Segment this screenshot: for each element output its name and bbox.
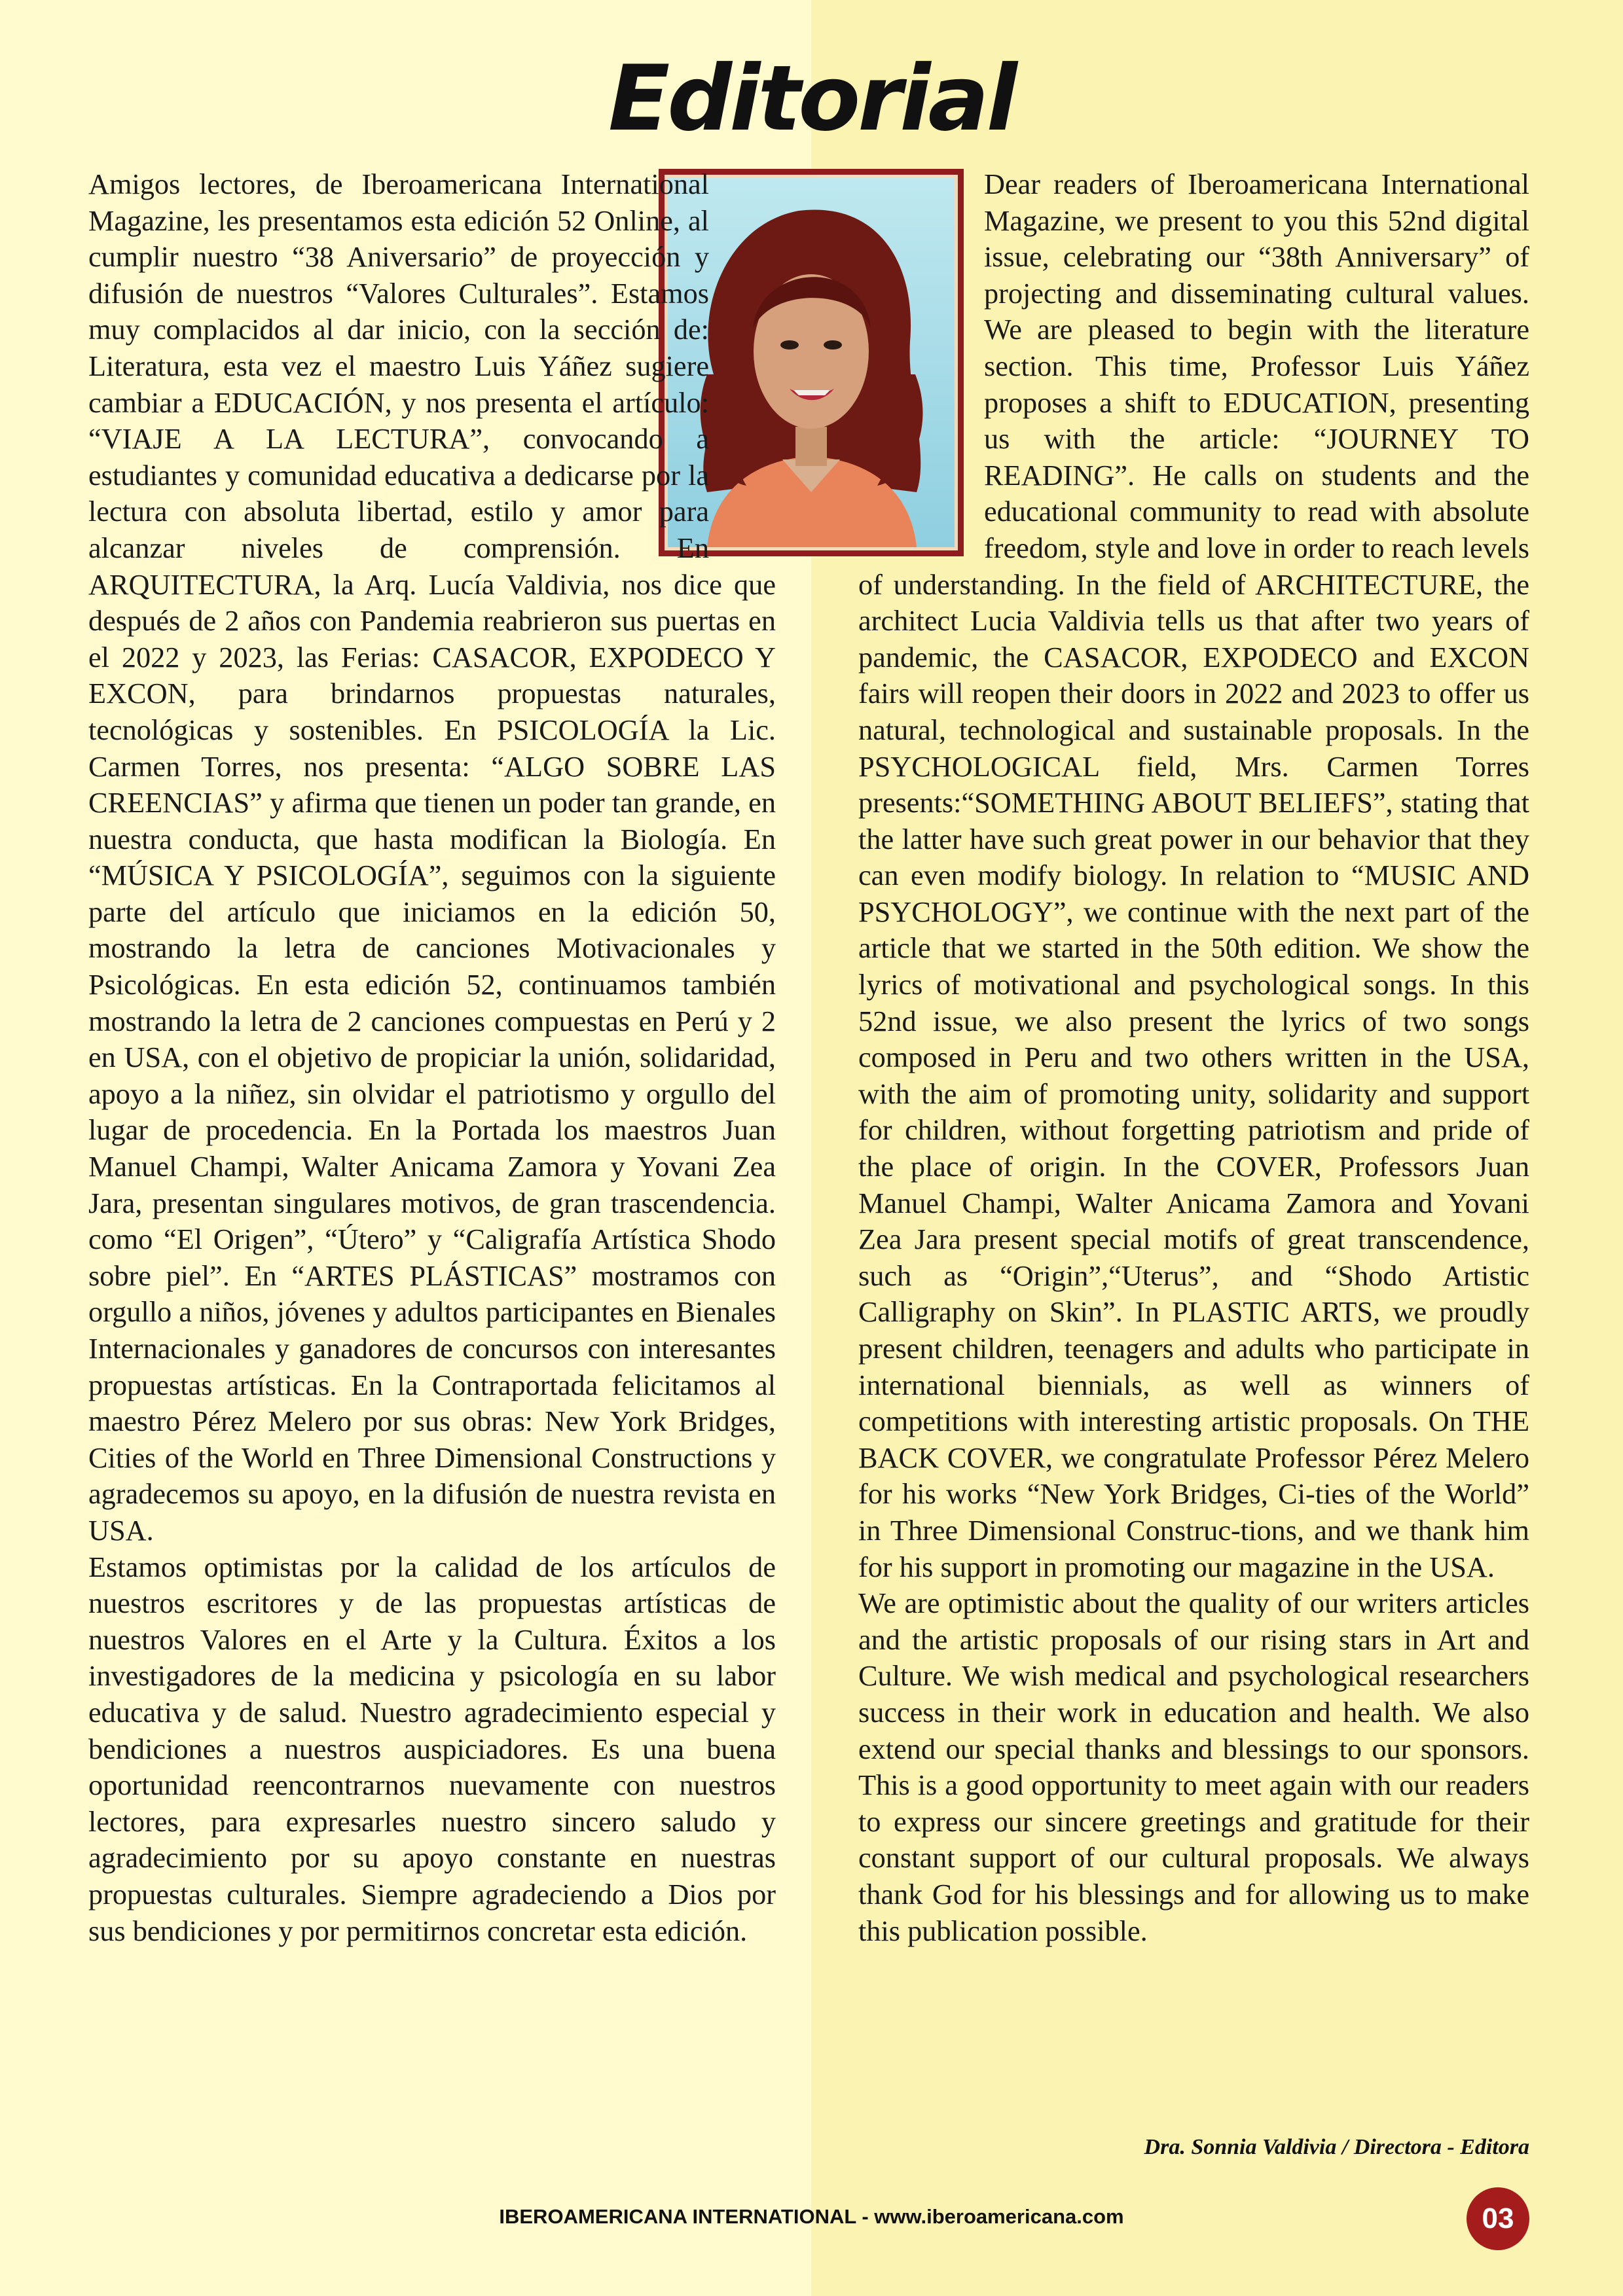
english-paragraph: We are optimistic about the quality of our writers articles and the artistic proposals of our rising stars in Art and Culture. We wish medical and psychological researchers success in their work in education and health. We also extend our special thanks and blessings to our sponsors. This is a good opportunity to meet again with our readers to express our sincere greetings and gratitude for their constant support of our cultural proposals. We always thank God for his blessings and for allowing us to make this publication possible. — [858, 1587, 1529, 1947]
photo-wrap-spacer — [709, 166, 776, 559]
footer-text: IBEROAMERICANA INTERNATIONAL - www.iberoamericana.com — [499, 2205, 1124, 2228]
spanish-paragraph: Amigos lectores, de Iberoamericana International Magazine, les presentamos esta edición 52 Online, al cumplir nuestro “38 Aniversario” de proyección y difusión de nuestros “Valores Culturales”. Estamos muy complacidos al dar inicio, con la sección de: Literatura, esta vez el maestro Luis Yáñez sugiere cambiar a EDUCACIÓN, y nos presenta el artículo: “VIAJE A LA LECTURA”, convocando a estudiantes y comunidad educativa a dedicarse por la lectura con absoluta libertad, estilo y amor para alcanzar niveles de comprensión. En ARQUITECTURA, la Arq. Lucía Valdivia, nos dice que después de 2 años con Pandemia reabrieron sus puertas en el 2022 y 2023, las Ferias: CASACOR, EXPODECO Y EXCON, para brindarnos propuestas naturales, tecnológicas y sostenibles. En PSICOLOGÍA la Lic. Carmen Torres, nos presenta: “ALGO SOBRE LAS CREENCIAS” y afirma que tienen un poder tan grande, en nuestra conducta, que hasta modifican la Biología. En “MÚSICA Y PSICOLOGÍA”, seguimos con la siguiente parte del artículo que iniciamos en la edición 50, mostrando la letra de canciones Motivacionales y Psicológicas. En esta edición 52, continuamos también mostrando la letra de 2 canciones compuestas en Perú y 2 en USA, con el objetivo de propiciar la unión, solidaridad, apoyo a la niñez, sin olvidar el patriotismo y orgullo del lugar de procedencia. En la Portada los maestros Juan Manuel Champi, Walter Anicama Zamora y Yovani Zea Jara, presentan singulares motivos, de gran trascendencia. como “El Origen”, “Útero” y “Caligrafía Artística Shodo sobre piel”. En “ARTES PLÁSTICAS” mostramos con orgullo a niños, jóvenes y adultos participantes en Bienales Internacionales y ganadores de concursos con interesantes propuestas artísticas. En la Contraportada felicitamos al maestro Pérez Melero por sus obras: New York Bridges, Cities of the World en Three Dimensional Constructions y agradecemos su apoyo, en la difusión de nuestra revista en USA. — [88, 168, 776, 1547]
editor-signature: Dra. Sonnia Valdivia / Directora - Editora — [1144, 2135, 1529, 2159]
english-editorial-column — [858, 166, 1529, 1949]
photo-wrap-spacer — [858, 166, 984, 559]
english-paragraph: Dear readers of Iberoamericana International Magazine, we present to you this 52nd digital issue, celebrating our “38th Anniversary” of projecting and disseminating cultural values. We are pleased to begin with the literature section. This time, Professor Luis Yáñez proposes a shift to EDUCATION, presenting us with the article: “JOURNEY TO READING”. He calls on students and the educational community to read with absolute freedom, style and love in order to reach levels of understanding. In the field of ARCHITECTURE, the architect Lucia Valdivia tells us that after two years of pandemic, the CASACOR, EXPODECO and EXCON fairs will reopen their doors in 2022 and 2023 to offer us natural, technological and sustainable proposals. In the PSYCHOLOGICAL field, Mrs. Carmen Torres presents:“SOMETHING ABOUT BELIEFS”, stating that the latter have such great power in our behavior that they can even modify biology. In relation to “MUSIC AND PSYCHOLOGY”, we continue with the next part of the article that we started in the 50th edition. We show the lyrics of motivational and psychological songs. In this 52nd issue, we also present the lyrics of two songs composed in Peru and two others written in the USA, with the aim of promoting unity, solidarity and support for children, without forgetting patriotism and pride of the place of origin. In the COVER, Professors Juan Manuel Champi, Walter Anicama Zamora and Yovani Zea Jara present special motifs of great transcendence, such as “Origin”,“Uterus”, and “Shodo Artistic Calligraphy on Skin”. In PLASTIC ARTS, we proudly present children, teenagers and adults who participate in international biennials, as well as winners of competitions with interesting artistic proposals. On THE BACK COVER, we congratulate Professor Pérez Melero for his works “New York Bridges, Ci-ties of the World” in Three Dimensional Construc-tions, and we thank him for his support in promoting our magazine in the USA. — [858, 168, 1529, 1583]
page-title: Editorial — [608, 46, 1015, 151]
page-number-badge: 03 — [1467, 2187, 1529, 2250]
spanish-editorial-column — [88, 166, 776, 1949]
spanish-paragraph: Estamos optimistas por la calidad de los artículos de nuestros escritores y de las propuestas artísticas de nuestros Valores en el Arte y la Cultura. Éxitos a los investigadores de la medicina y psicología en su labor educativa y de salud. Nuestro agradecimiento especial y bendiciones a nuestros auspiciadores. Es una buena oportunidad reencontrarnos nuevamente con nuestros lectores, para expresarles nuestro sincero saludo y agradecimiento por su apoyo constante en nuestras propuestas culturales. Siempre agradeciendo a Dios por sus bendiciones y por permitirnos concretar esta edición. — [88, 1551, 776, 1947]
